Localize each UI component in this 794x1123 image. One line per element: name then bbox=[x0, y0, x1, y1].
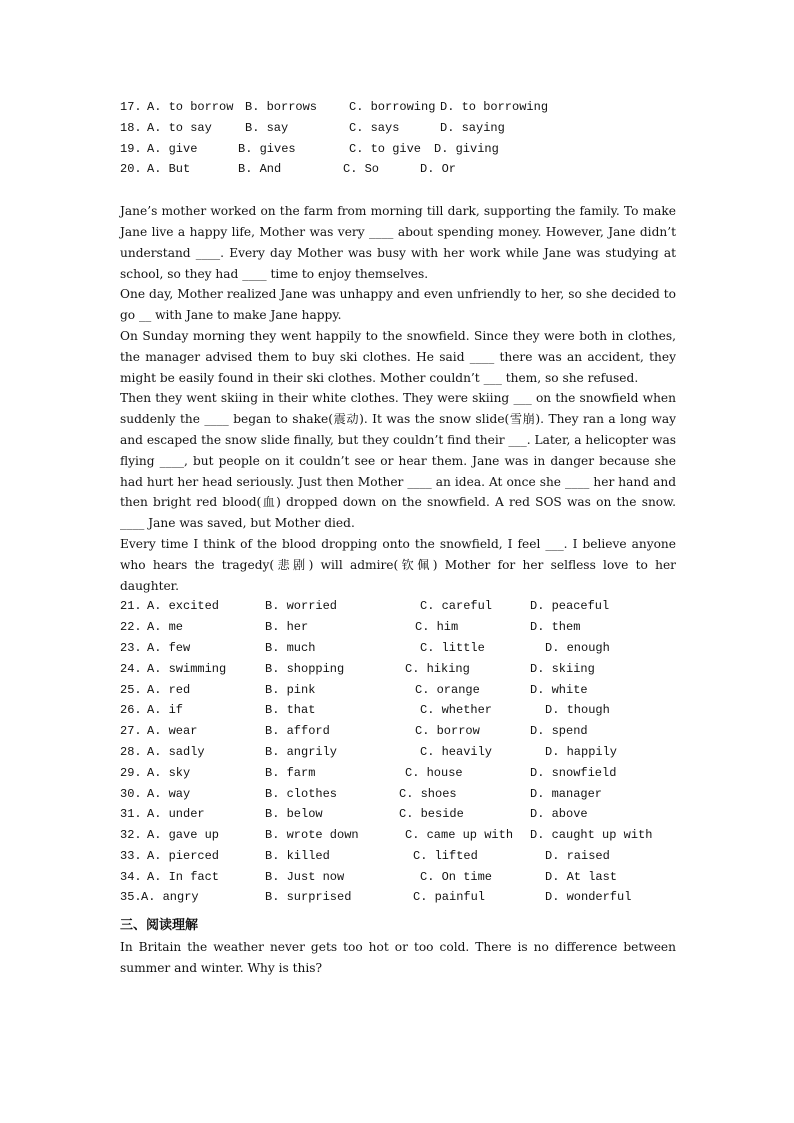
option-b: B. borrows bbox=[245, 100, 318, 114]
question-number: 20. bbox=[120, 162, 142, 177]
option-c: C. borrowing bbox=[349, 100, 436, 114]
document-page bbox=[120, 97, 676, 979]
option-b: B. And bbox=[238, 162, 282, 177]
option-d: D. giving bbox=[434, 141, 499, 156]
question-row bbox=[120, 638, 676, 659]
option-c: C. painful bbox=[413, 890, 486, 905]
option-d: D. white bbox=[530, 682, 588, 697]
option-d: D. skiing bbox=[530, 661, 595, 676]
option-d: D. above bbox=[530, 807, 588, 822]
option-a: A. to say bbox=[147, 120, 212, 135]
option-b: B. much bbox=[265, 640, 316, 655]
option-d: D. manager bbox=[530, 786, 603, 801]
option-c: C. came up with bbox=[405, 828, 514, 843]
reading-intro: In Britain the weather never gets too hot or too cold. There is no difference between summer and winter. Why is this? bbox=[120, 940, 676, 975]
question-number: 27. bbox=[120, 724, 142, 739]
option-c: C. whether bbox=[420, 703, 493, 718]
question-number: 22. bbox=[120, 620, 142, 635]
option-a: A. swimming bbox=[147, 661, 227, 676]
option-b: B. angrily bbox=[265, 744, 338, 759]
question-row bbox=[120, 887, 676, 908]
option-c: C. So bbox=[343, 162, 380, 177]
option-c: C. orange bbox=[415, 682, 480, 697]
option-a: A. if bbox=[147, 703, 184, 718]
question-row bbox=[120, 763, 676, 784]
option-c: C. borrow bbox=[415, 724, 480, 739]
question-number: 25. bbox=[120, 682, 142, 697]
option-a: A. wear bbox=[147, 724, 198, 739]
option-c: C. heavily bbox=[420, 744, 493, 759]
option-a: A. excited bbox=[147, 599, 220, 614]
question-row bbox=[120, 118, 676, 139]
option-a: A. give bbox=[147, 141, 198, 156]
question-number: 26. bbox=[120, 703, 142, 718]
option-d: D. At last bbox=[545, 869, 618, 884]
option-d: D. to borrowing bbox=[440, 100, 549, 114]
option-d: D. raised bbox=[545, 848, 610, 863]
top-question-list bbox=[120, 97, 676, 180]
passage-paragraph: Every time I think of the blood dropping onto the snowfield, I feel ___. I believe anyone who hears the tragedy(悲剧) will admire(钦佩) Mother for her selfless love to her daughter. bbox=[120, 536, 676, 593]
option-d: D. peaceful bbox=[530, 599, 610, 614]
option-c: C. lifted bbox=[413, 848, 478, 863]
option-a: A. In fact bbox=[147, 869, 220, 884]
passage-paragraph: Then they went skiing in their white clothes. They were skiing ___ on the snowfield when suddenly the ____ began to shake(震动). It was the snow slide(雪崩). They ran a long way and escaped the snow slide finally, but they couldn’t find their ___. Later, a helicopter was flying ____, but people on it couldn’t see or hear them. Jane was in danger because she had hurt her head seriously. Just then Mother ____ an idea. At once she ____ her hand and then bright red blood(血) dropped down on the snowfield. A red SOS was on the snow. ____ Jane was saved, but Mother died. bbox=[120, 391, 676, 531]
question-number: 33. bbox=[120, 848, 142, 863]
question-number: 28. bbox=[120, 744, 142, 759]
question-row bbox=[120, 721, 676, 742]
option-b: B. that bbox=[265, 703, 316, 718]
question-row bbox=[120, 139, 676, 160]
option-a: A. under bbox=[147, 807, 205, 822]
question-row bbox=[120, 680, 676, 701]
option-d: D. saying bbox=[440, 120, 505, 135]
option-d: D. wonderful bbox=[545, 890, 632, 905]
question-number: 34. bbox=[120, 869, 142, 884]
question-list bbox=[120, 596, 676, 908]
option-b: B. worried bbox=[265, 599, 338, 614]
question-row bbox=[120, 825, 676, 846]
option-c: C. careful bbox=[420, 599, 493, 614]
cloze-passage bbox=[120, 201, 676, 596]
option-a: A. me bbox=[147, 620, 184, 635]
option-a: A. gave up bbox=[147, 828, 220, 843]
option-d: D. them bbox=[530, 620, 581, 635]
option-c: C. says bbox=[349, 120, 400, 135]
question-number: 21. bbox=[120, 599, 142, 614]
question-row bbox=[120, 742, 676, 763]
option-b: B. surprised bbox=[265, 890, 352, 905]
option-a: A. sky bbox=[147, 765, 191, 780]
question-number: 18. bbox=[120, 120, 142, 135]
option-d: D. though bbox=[545, 703, 610, 718]
option-b: B. killed bbox=[265, 848, 330, 863]
option-c: C. to give bbox=[349, 141, 422, 156]
passage-paragraph: One day, Mother realized Jane was unhappy and even unfriendly to her, so she decided to go __ with Jane to make Jane happy. bbox=[120, 287, 676, 323]
option-d: D. caught up with bbox=[530, 828, 653, 843]
option-d: D. enough bbox=[545, 640, 610, 655]
option-a: A. to borrow bbox=[147, 100, 234, 114]
option-c: C. shoes bbox=[399, 786, 457, 801]
question-row bbox=[120, 596, 676, 617]
question-row bbox=[120, 97, 676, 118]
question-row bbox=[120, 700, 676, 721]
question-number: 29. bbox=[120, 765, 142, 780]
question-row bbox=[120, 659, 676, 680]
option-c: C. beside bbox=[399, 807, 464, 822]
question-row bbox=[120, 159, 676, 180]
option-a: A. sadly bbox=[147, 744, 205, 759]
option-d: D. Or bbox=[420, 162, 457, 177]
option-b: B. clothes bbox=[265, 786, 338, 801]
question-number: 24. bbox=[120, 661, 142, 676]
option-b: B. gives bbox=[238, 141, 296, 156]
question-number: 23. bbox=[120, 640, 142, 655]
question-number: 30. bbox=[120, 786, 142, 801]
question-row bbox=[120, 846, 676, 867]
question-number: 35. bbox=[120, 890, 142, 905]
option-b: B. afford bbox=[265, 724, 330, 739]
option-c: C. hiking bbox=[405, 661, 470, 676]
option-a: A. angry bbox=[141, 890, 199, 905]
option-a: A. But bbox=[147, 162, 191, 177]
question-row bbox=[120, 867, 676, 888]
option-c: C. On time bbox=[420, 869, 493, 884]
option-c: C. house bbox=[405, 765, 463, 780]
option-a: A. pierced bbox=[147, 848, 220, 863]
question-row bbox=[120, 617, 676, 638]
option-b: B. Just now bbox=[265, 869, 345, 884]
question-number: 32. bbox=[120, 828, 142, 843]
option-b: B. pink bbox=[265, 682, 316, 697]
option-b: B. shopping bbox=[265, 661, 345, 676]
question-number: 31. bbox=[120, 807, 142, 822]
option-b: B. say bbox=[245, 120, 289, 135]
passage-paragraph: On Sunday morning they went happily to the snowfield. Since they were both in clothes, the manager advised them to buy ski clothes. He said ____ there was an accident, they might be easily found in their ski clothes. Mother couldn’t ___ them, so she refused. bbox=[120, 328, 676, 385]
question-row bbox=[120, 784, 676, 805]
question-number: 17. bbox=[120, 100, 142, 114]
passage-paragraph: Jane’s mother worked on the farm from morning till dark, supporting the family. To make Jane live a happy life, Mother was very ____ about spending money. However, Jane didn’t understand ____. Every day Mother was busy with her work while Jane was studying at school, so they had ____ time to enjoy themselves. bbox=[120, 204, 676, 281]
option-d: D. happily bbox=[545, 744, 618, 759]
option-d: D. snowfield bbox=[530, 765, 617, 780]
option-d: D. spend bbox=[530, 724, 588, 739]
option-b: B. her bbox=[265, 620, 309, 635]
section-title: 三、阅读理解 bbox=[120, 918, 199, 934]
option-a: A. way bbox=[147, 786, 191, 801]
option-b: B. farm bbox=[265, 765, 316, 780]
option-b: B. below bbox=[265, 807, 323, 822]
question-row bbox=[120, 804, 676, 825]
option-c: C. him bbox=[415, 620, 459, 635]
option-a: A. few bbox=[147, 640, 191, 655]
option-b: B. wrote down bbox=[265, 828, 359, 843]
option-a: A. red bbox=[147, 682, 191, 697]
option-c: C. little bbox=[420, 640, 485, 655]
question-number: 19. bbox=[120, 141, 142, 156]
